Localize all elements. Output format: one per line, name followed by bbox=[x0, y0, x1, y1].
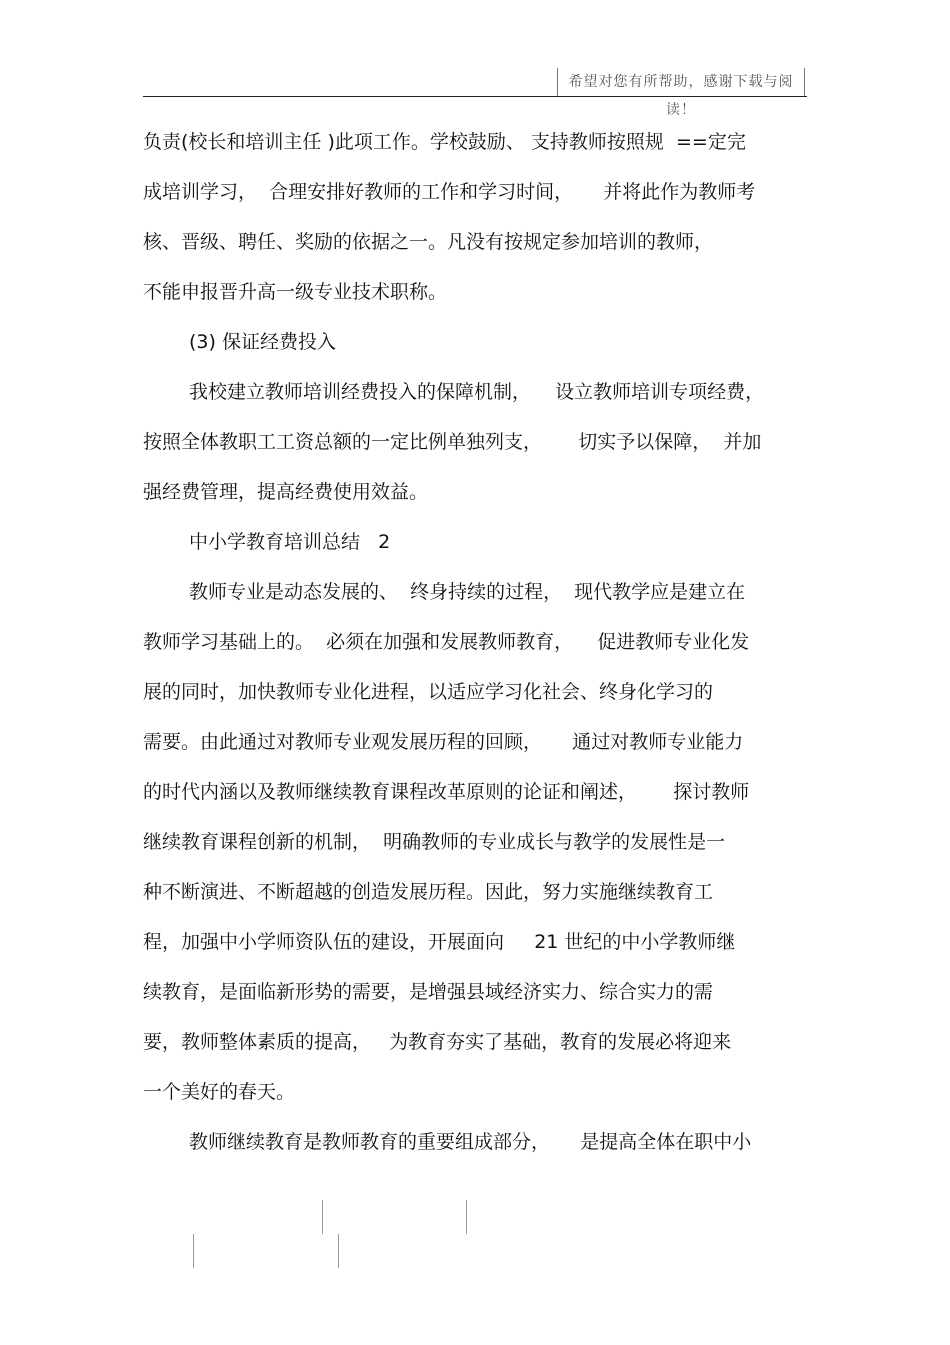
text-line: 种不断演进、不断超越的创造发展历程。因此，努力实施继续教育工 bbox=[143, 881, 714, 903]
text-line: 我校建立教师培训经费投入的保障机制， 设立教师培训专项经费， bbox=[189, 381, 765, 403]
text-line: 教师专业是动态发展的、 终身持续的过程， 现代教学应是建立在 bbox=[189, 581, 746, 603]
text-line: 要，教师整体素质的提高， 为教育夯实了基础，教育的发展必将迎来 bbox=[143, 1031, 732, 1053]
text-line: 续教育，是面临新形势的需要，是增强县域经济实力、综合实力的需 bbox=[143, 981, 714, 1003]
scan-artifact-line bbox=[193, 1234, 194, 1268]
text-line: 继续教育课程创新的机制， 明确教师的专业成长与教学的发展性是一 bbox=[143, 831, 726, 853]
text-line: 教师学习基础上的。 必须在加强和发展教师教育， 促进教师专业化发 bbox=[143, 631, 750, 653]
text-line: 强经费管理，提高经费使用效益。 bbox=[143, 481, 429, 503]
header-rule bbox=[143, 96, 807, 97]
text-line: 核、晋级、聘任、奖励的依据之一。凡没有按规定参加培训的教师， bbox=[143, 231, 714, 253]
scan-artifact-line bbox=[338, 1234, 339, 1268]
scan-artifact-line bbox=[466, 1200, 467, 1234]
text-line: 程，加强中小学师资队伍的建设，开展面向 21 世纪的中小学教师继 bbox=[143, 931, 736, 953]
text-line: 的时代内涵以及教师继续教育课程改革原则的论证和阐述， 探讨教师 bbox=[143, 781, 750, 803]
text-line: 负责(校长和培训主任 )此项工作。学校鼓励、 支持教师按照规 ==定完 bbox=[143, 131, 746, 153]
section-heading: (3) 保证经费投入 bbox=[189, 331, 336, 353]
text-line: 成培训学习， 合理安排好教师的工作和学习时间， 并将此作为教师考 bbox=[143, 181, 756, 203]
scan-artifact-line bbox=[322, 1200, 323, 1234]
text-line: 一个美好的春天。 bbox=[143, 1081, 296, 1103]
text-line: 教师继续教育是教师教育的重要组成部分， 是提高全体在职中小 bbox=[189, 1131, 752, 1153]
header-banner: 希望对您有所帮助，感谢下载与阅读！ bbox=[557, 68, 805, 96]
text-line: 按照全体教职工工资总额的一定比例单独列支， 切实予以保障， 并加 bbox=[143, 431, 762, 453]
section-title: 中小学教育培训总结 2 bbox=[189, 531, 391, 553]
text-line: 需要。由此通过对教师专业观发展历程的回顾， 通过对教师专业能力 bbox=[143, 731, 744, 753]
text-line: 展的同时，加快教师专业化进程，以适应学习化社会、终身化学习的 bbox=[143, 681, 714, 703]
text-line: 不能申报晋升高一级专业技术职称。 bbox=[143, 281, 448, 303]
